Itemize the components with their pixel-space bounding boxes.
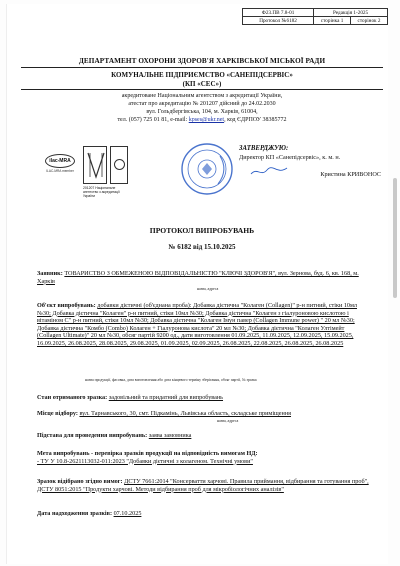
signature	[249, 165, 289, 177]
object-label: Об'єкт випробувань:	[37, 302, 96, 309]
sampling-place-value: вул. Тарнавського, 30, смт. Підкамінь, Львівська область, складське приміщення	[79, 410, 292, 417]
object-value: добавки дієтичні (об'єднана проба): Добавка дієтична "Колаген (Collagen)" р-н питний, стіки 10мл №30; Добавка дієтична "Колаген" р-н питний, стіки 10мл №30; Добавка дієтична "Колаген з гіалуроновою кислотою і вітаміном С" р-н питний, стіки 10мл №30; Добавка дієтична "Колаген Імун павер (Collagen Immune power) " 20 мл №30; Добавка дієтична "Комбо (Combo) Колаген + Гіалуронова кислота" 20 мл №30; Добавка дієтична "Колаген Ултімейт (Collagen Ultimate)" 20 мл №30, обсяг партій 9200 од., дати виготовлення 01.09.2025, 11.09.2025, 12.09.2025, 15.09.2025, 16.09.2025, 26.08.2025, 28.08.2025, 29.08.2025, 01.09.2025, 02.09.2025, 26.08.2025, 22.08.2025, 26.08.2025, 26.08.2025	[37, 302, 358, 347]
test-purpose-value: - ТУ У 10.8-2621113032-011:2023 "Добавки дієтичні з колагеном. Технічні умови"	[37, 457, 253, 465]
scrollbar-thumb[interactable]	[393, 178, 397, 298]
sampling-standard-label: Зразок відібрано згідно вимог:	[37, 478, 123, 485]
sampling-place-hint: назва, адреса	[217, 419, 239, 423]
vertical-scrollbar[interactable]	[393, 8, 397, 558]
page-number: сторінка 1	[314, 17, 351, 25]
ilac-logo-mark: ilac-MRA	[45, 154, 75, 168]
approval-position: Директор КП «Санепідсервіс», к. м. н.	[239, 154, 341, 161]
approval-name: Кристина КРИВОНОС	[320, 171, 381, 178]
object-field	[37, 302, 369, 348]
protocol-title: ПРОТОКОЛ ВИПРОБУВАНЬ	[149, 226, 255, 235]
applicant-hint: назва, адреса	[197, 287, 219, 291]
nau-logo-mark	[83, 146, 107, 184]
email-link[interactable]: kpses@ukr.net	[188, 117, 225, 123]
sample-state-label: Стан отриманого зразка:	[37, 394, 108, 401]
department-heading: ДЕПАРТАМЕНТ ОХОРОНИ ЗДОРОВ'Я ХАРКІВСЬКОЇ МІСЬКОЇ РАДИ	[78, 57, 326, 65]
accreditation-logos	[43, 144, 173, 204]
address: вул. Гольдбергівська, 104, м. Харків, 61004,	[146, 109, 258, 115]
approval-heading: ЗАТВЕРДЖУЮ:	[239, 145, 289, 152]
sample-state-field	[37, 394, 369, 402]
divider	[21, 89, 383, 90]
test-basis-label: Підстава для проведення випробувань:	[37, 432, 148, 439]
accreditation-line: акредитоване Національним агентством з акредитації України,	[121, 93, 283, 99]
ilac-logo-text: ILAC-MRA member	[46, 169, 74, 173]
edition: Редакція 1-2025	[314, 9, 388, 17]
form-code: Ф23.ПВ 7.8-01	[243, 9, 314, 17]
test-purpose-field	[37, 450, 369, 465]
receipt-date-field	[37, 510, 369, 518]
test-basis-field	[37, 432, 369, 440]
sampling-standard-value: ДСТУ 7661:2014 "Консерватти харчові. Правила приймання, відбирання та готування проб", ДСТУ 8051:2015 "Продукти харчові. Методи відбирання проб для мікробіологічних аналізів"	[37, 478, 369, 493]
document-page	[6, 4, 388, 564]
accreditation-certificate: атестат про акредитацію № 201207 дійсний до 24.02.2030	[128, 101, 276, 107]
protocol-code: Протокол №6182	[243, 17, 314, 25]
ilac-mra-logo	[43, 150, 77, 190]
form-code-table	[242, 8, 388, 25]
approval-block	[239, 144, 389, 179]
receipt-date-value: 07.10.2025	[113, 510, 142, 517]
pages-total: сторінок 2	[351, 17, 388, 25]
company-name: КОМУНАЛЬНЕ ПІДПРИЄМСТВО «САНЕПІДСЕРВІС»	[111, 71, 293, 79]
object-hint: назва продукції, фасовка, дата виготовлення або дата кінцевого терміну зберігання, обсяг партії, № зразка	[85, 378, 257, 382]
test-purpose-label: Мета випробувань - перевірка зразків продукції на відповідність вимогам НД:	[37, 450, 258, 457]
nau-logo-text: 201207 Національне агентство з акредитації України	[83, 186, 120, 198]
applicant-field	[37, 270, 369, 285]
sample-state-value: задовільний та придатний для випробувань	[108, 394, 224, 401]
protocol-number: № 6182 від 15.10.2025	[168, 243, 236, 251]
nau-logo	[83, 144, 129, 202]
receipt-date-label: Дата надходження зразків:	[37, 510, 113, 517]
applicant-label: Заявник:	[37, 270, 63, 277]
nau-emblem	[110, 146, 128, 184]
applicant-value: ТОВАРИСТВО З ОБМЕЖЕНОЮ ВІДПОВІДАЛЬНІСТЮ "КЛЮЧІ ЗДОРОВ'Я", вул. Зернова, буд. 6, кв. 168, м. Харків	[37, 270, 359, 285]
contacts: тел. (057) 725 01 81, e-mail: kpses@ukr.net, код ЄДРПОУ 38385772	[117, 117, 287, 123]
divider	[21, 67, 383, 68]
sampling-place-field	[37, 410, 369, 418]
test-basis-value: заява замовника	[148, 432, 192, 439]
company-abbr: (КП «СЕС»)	[182, 80, 222, 88]
sampling-standard-field	[37, 478, 369, 493]
official-stamp	[180, 142, 234, 196]
sampling-place-label: Місце відбору:	[37, 410, 78, 417]
